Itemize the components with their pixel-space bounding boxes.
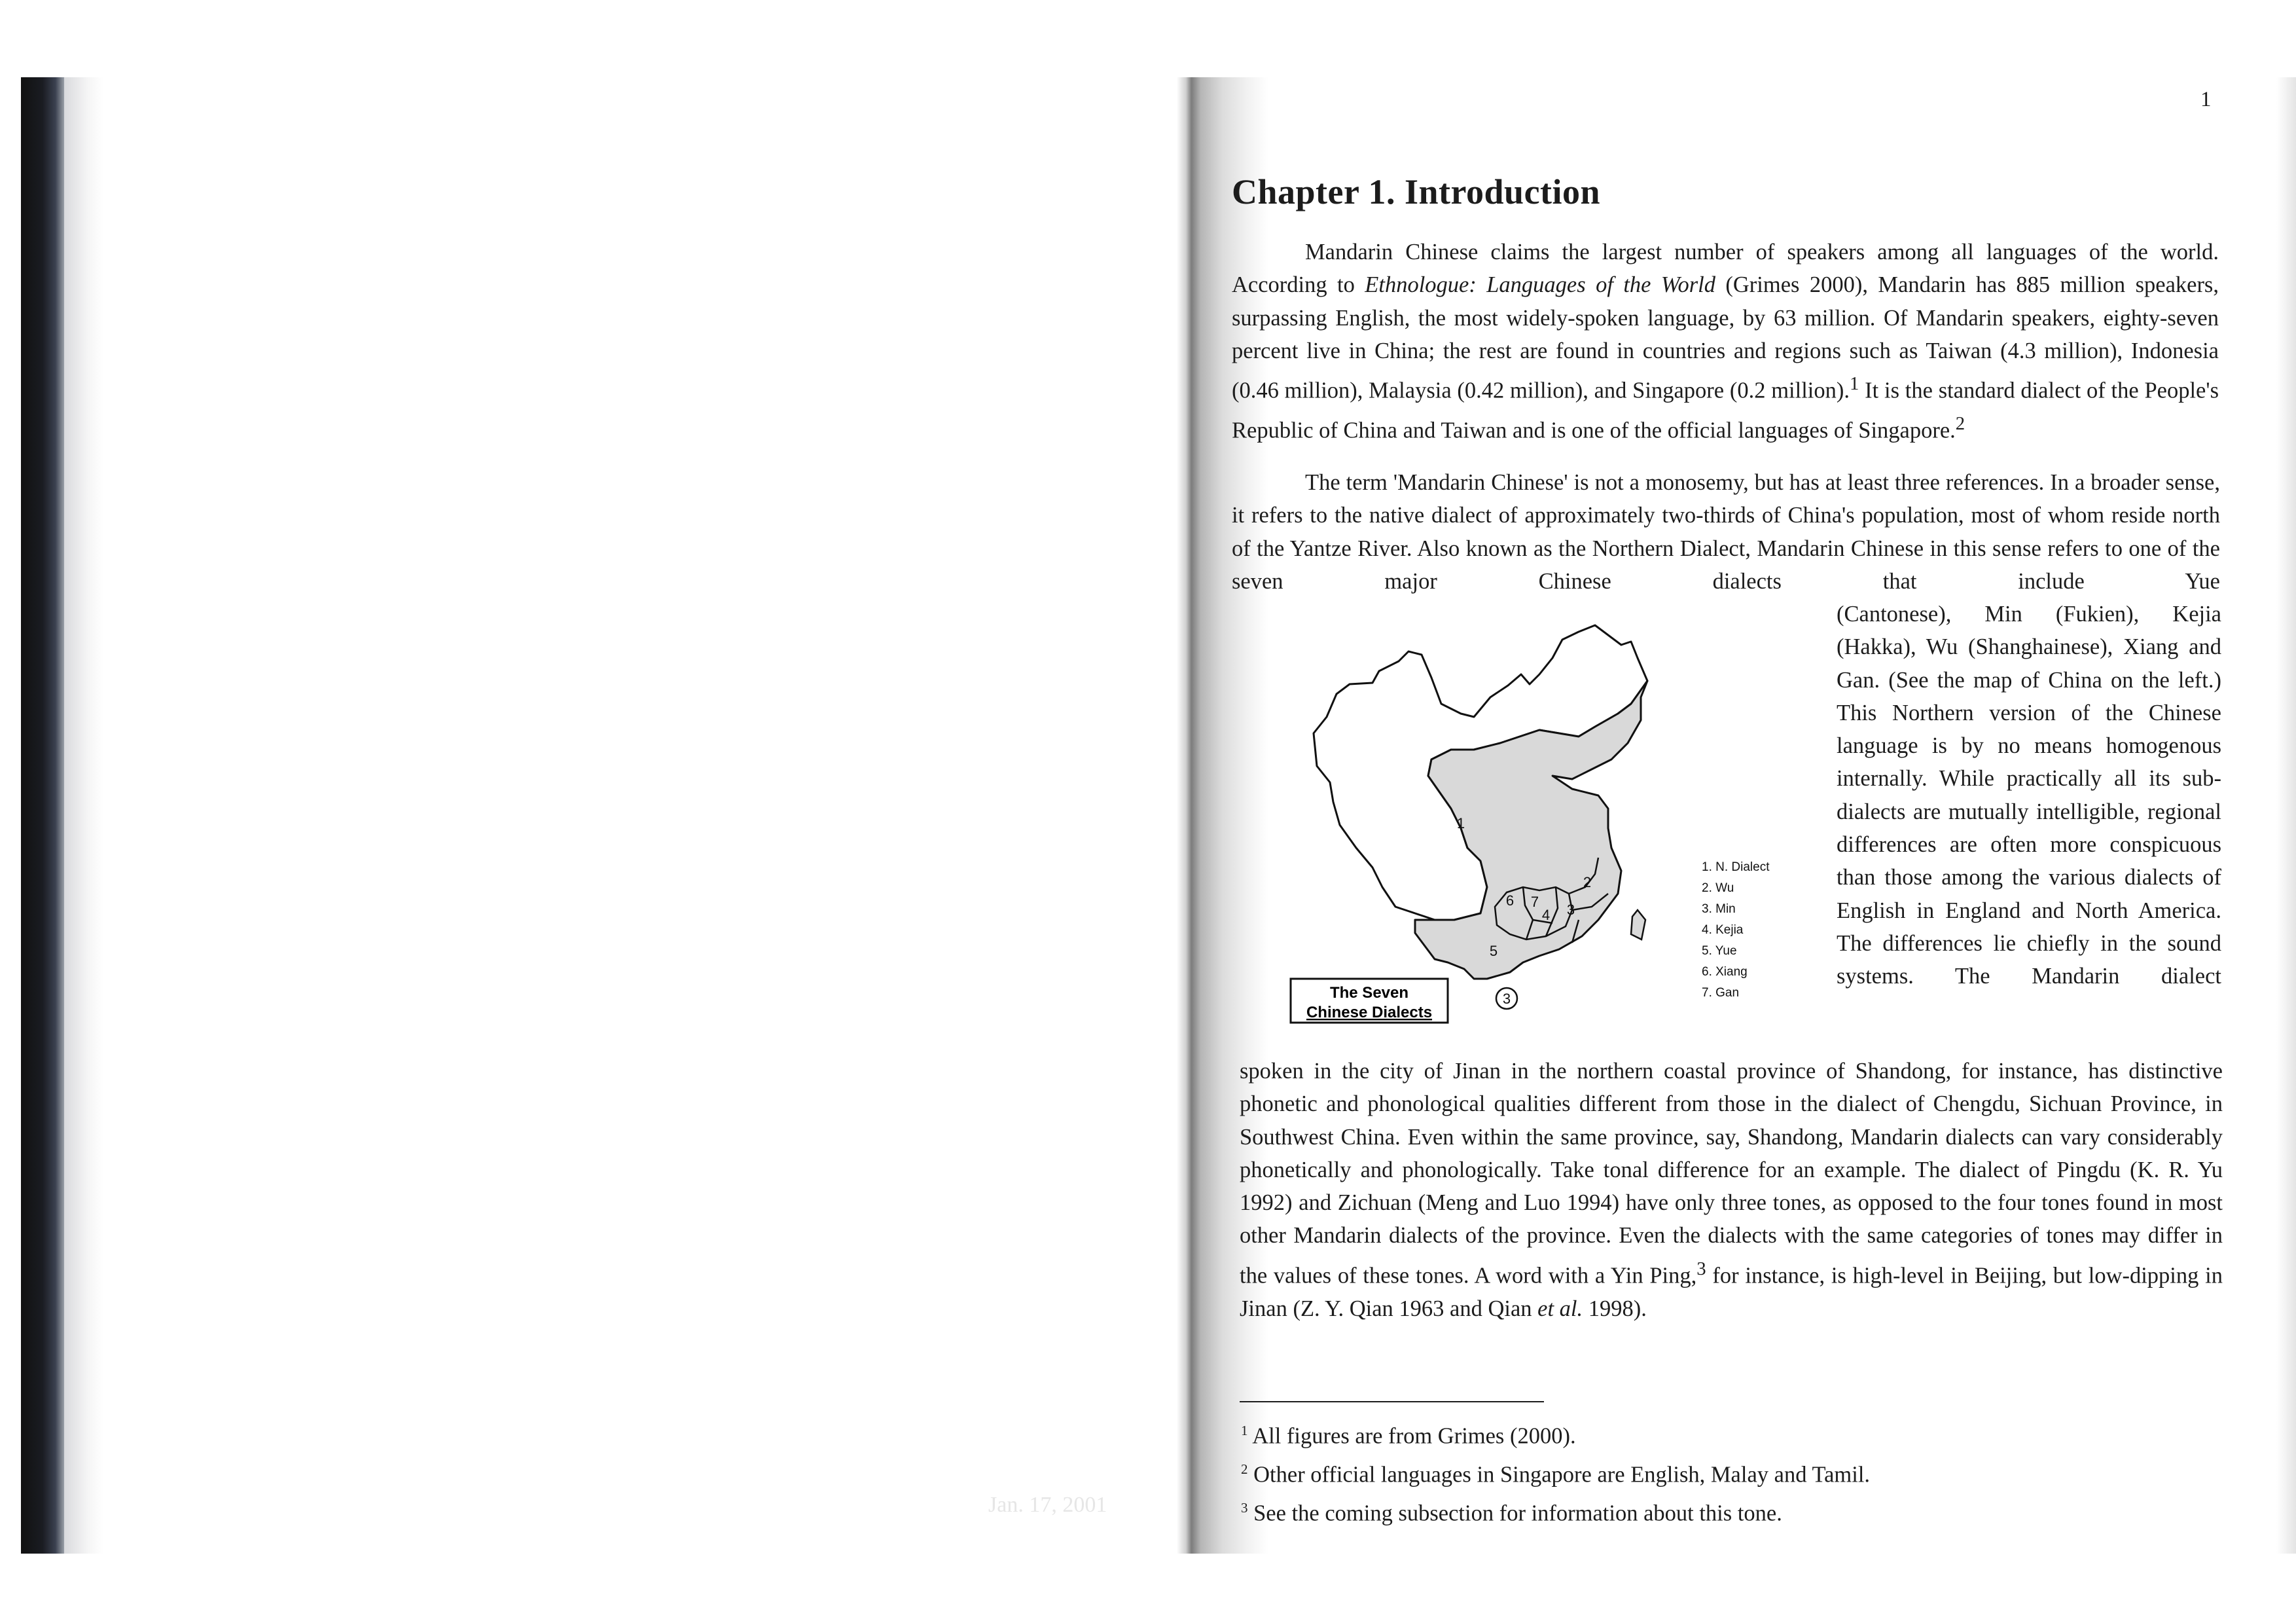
svg-text:6: 6 <box>1505 892 1515 909</box>
left-page-edge <box>64 77 103 1554</box>
citation-title: Ethnologue: Languages of the World <box>1365 272 1715 298</box>
footnote-ref-3[interactable]: 3 <box>1696 1258 1706 1279</box>
svg-text:Chinese Dialects: Chinese Dialects <box>1306 1004 1433 1021</box>
footnote-2: $^2$ Other official languages in Singapore are English, Malay and Tamil. <box>1241 1461 1871 1487</box>
left-page-bleed-text: Jan. 17, 2001 <box>988 1493 1107 1517</box>
chapter-title: Chapter 1. Introduction <box>1232 172 1601 211</box>
svg-text:3: 3 <box>1502 991 1511 1007</box>
svg-text:4: 4 <box>1541 907 1551 923</box>
taiwan-island <box>1631 910 1645 939</box>
svg-text:3. Min: 3. Min <box>1702 902 1736 916</box>
footnote-ref-1[interactable]: 1 <box>1850 373 1859 395</box>
map-title-box <box>1291 979 1448 1023</box>
page-number: 1 <box>2200 88 2212 111</box>
book-spine-shadow <box>21 77 64 1554</box>
svg-text:7. Gan: 7. Gan <box>1702 986 1740 1000</box>
svg-text:1. N. Dialect: 1. N. Dialect <box>1702 860 1770 874</box>
paragraph-1: Mandarin Chinese claims the largest number of speakers among all languages of the world. According to Ethnologue: Languages of the World (Grimes 2000), Mandarin has 885 million speakers, surpassing English, the most widely-spoken language, by 63 million. Of Mandarin speakers, eighty-seven percent live in China; the rest are found in countries and regions such as Taiwan (4.3 million), Indonesia (0.46 million), Malaysia (0.42 million), and Singapore (0.2 million).$^1$ It is the standard dialect of the People's Republic of China and Taiwan and is one of the official languages of Singapore.$^2$ <box>1232 240 2219 443</box>
svg-text:2. Wu: 2. Wu <box>1702 881 1734 895</box>
footnote-divider <box>1240 1401 1544 1402</box>
paragraph-2-start: The term 'Mandarin Chinese' is not a monosemy, but has at least three references. In a broader sense, it refers to the native dialect of approximately two-thirds of China's population, most of whom reside north of the Yantze River. Also known as the Northern Dialect, Mandarin Chinese in this sense refers to one of the seven major Chinese dialects that include Yue <box>1232 470 2220 594</box>
footnote-3: $^3$ See the coming subsection for information about this tone. <box>1241 1499 1782 1526</box>
svg-text:3: 3 <box>1566 902 1575 918</box>
svg-text:The Seven: The Seven <box>1329 984 1409 1002</box>
svg-text:6. Xiang: 6. Xiang <box>1702 965 1748 979</box>
svg-text:1: 1 <box>1456 815 1465 831</box>
paragraph-2-end: spoken in the city of Jinan in the northern coastal province of Shandong, for instance, has distinctive phonetic and phonological qualities different from those in the dialect of Chengdu, Sichuan Province, in Southwest China. Even within the same province, say, Shandong, Mandarin dialects can vary considerably phonetically and phonologically. Take tonal difference for an example. The dialect of Pingdu (K. R. Yu 1992) and Zichuan (Meng and Luo 1994) have only three tones, as opposed to the four tones found in most other Mandarin dialects of the province. Even the dialects with the same categories of tones may differ in the values of these tones. A word with a Yin Ping,$^3$ for instance, is high-level in Beijing, but low-dipping in Jinan (Z. Y. Qian 1963 and Qian et al. 1998). <box>1240 1059 2223 1321</box>
right-page-edge <box>2276 77 2296 1554</box>
footnote-ref-2[interactable]: 2 <box>1955 412 1965 434</box>
svg-text:5: 5 <box>1489 943 1498 959</box>
map-legend <box>1702 860 1770 1000</box>
footnote-1: $^1$ All figures are from Grimes (2000). <box>1241 1423 1576 1449</box>
china-dialect-map <box>1265 612 1788 1038</box>
paragraph-2-wrap: (Cantonese), Min (Fukien), Kejia (Hakka), Wu (Shanghainese), Xiang and Gan. (See the map of China on the left.) This Northern version of the Chinese language is by no means homogenous internally. While practically all its sub-dialects are mutually intelligible, regional differences are often more conspicuous than those among the various dialects of English in England and North America. The differences lie chiefly in the sound systems. The Mandarin dialect <box>1837 602 2221 989</box>
svg-text:4. Kejia: 4. Kejia <box>1702 923 1744 937</box>
svg-text:2: 2 <box>1583 874 1592 890</box>
footnotes <box>1241 1414 2157 1529</box>
left-page-blank <box>103 77 1177 1554</box>
svg-text:5. Yue: 5. Yue <box>1702 944 1737 958</box>
svg-text:7: 7 <box>1530 894 1539 910</box>
